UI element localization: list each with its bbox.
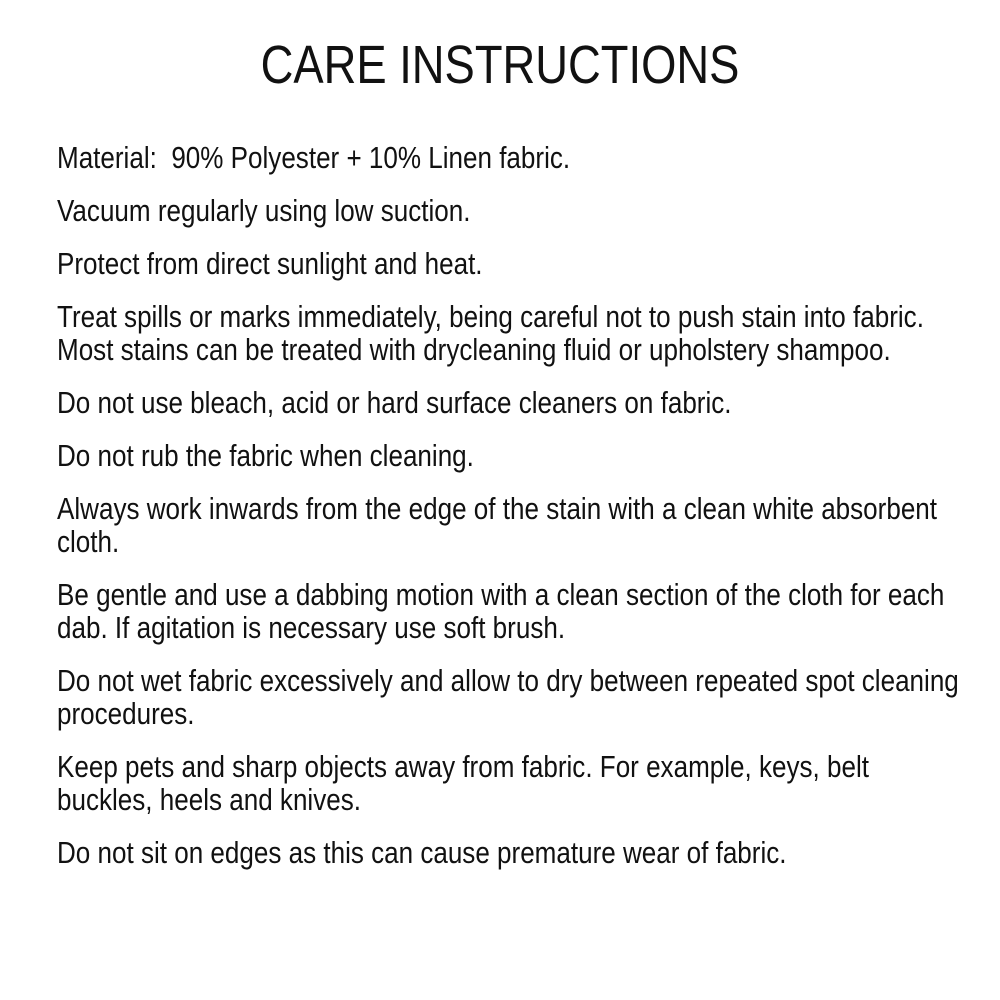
instruction-treat-spills: Treat spills or marks immediately, being careful not to push stain into fabric. Most stains can be treated with drycleaning fluid or upholstery shampoo. bbox=[57, 299, 932, 368]
instruction-dabbing-motion: Be gentle and use a dabbing motion with a clean section of the cloth for each dab. If agitation is necessary use soft brush. bbox=[57, 577, 952, 646]
instructions-list bbox=[57, 141, 1000, 869]
instruction-no-sitting-on-edges: Do not sit on edges as this can cause premature wear of fabric. bbox=[57, 835, 787, 871]
instruction-sunlight: Protect from direct sunlight and heat. bbox=[57, 246, 483, 282]
page-title: CARE INSTRUCTIONS bbox=[260, 35, 740, 95]
instruction-work-inwards: Always work inwards from the edge of the stain with a clean white absorbent cloth. bbox=[57, 491, 945, 560]
instruction-vacuum: Vacuum regularly using low suction. bbox=[57, 193, 471, 229]
instruction-no-rubbing: Do not rub the fabric when cleaning. bbox=[57, 438, 474, 474]
instruction-no-excess-wetting: Do not wet fabric excessively and allow to dry between repeated spot cleaning procedures. bbox=[57, 663, 967, 732]
instruction-no-bleach: Do not use bleach, acid or hard surface cleaners on fabric. bbox=[57, 385, 732, 421]
instruction-pets-sharp-objects: Keep pets and sharp objects away from fabric. For example, keys, belt buckles, heels and knives. bbox=[57, 749, 877, 818]
instruction-material: Material: 90% Polyester + 10% Linen fabric. bbox=[57, 140, 571, 176]
